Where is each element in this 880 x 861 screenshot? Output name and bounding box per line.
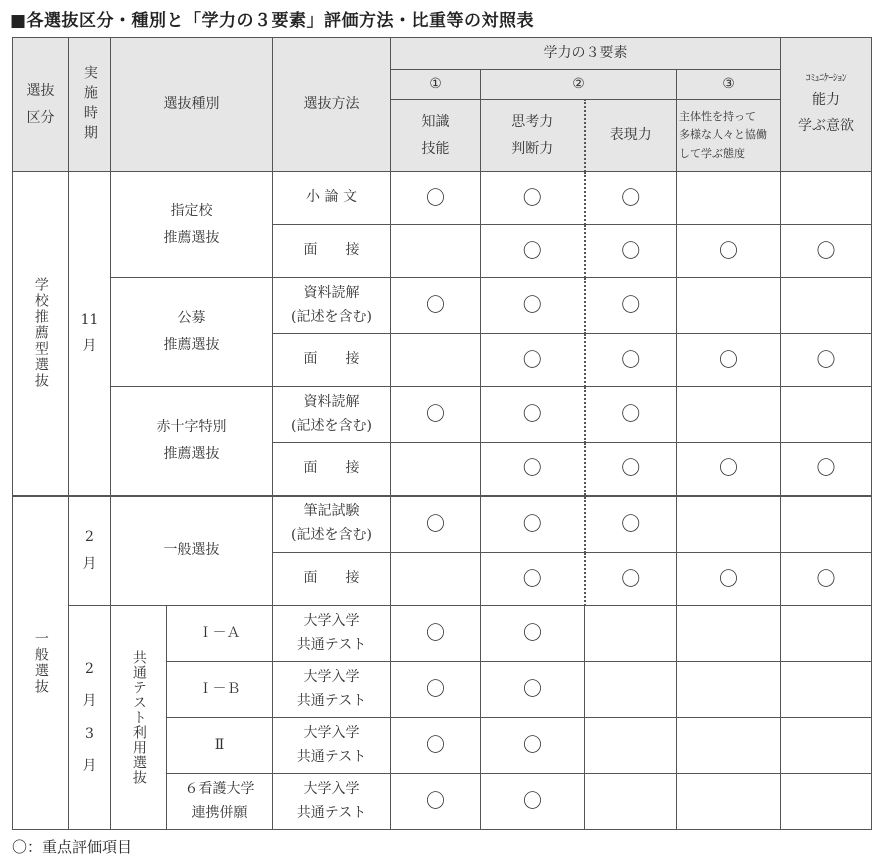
- header-element-1: ①: [391, 70, 481, 100]
- type-redcross: 赤十字特別 推薦選抜: [111, 387, 273, 496]
- empty-cell: [677, 496, 781, 553]
- empty-cell: [781, 718, 872, 774]
- empty-cell: [677, 662, 781, 718]
- header-element-2: ②: [481, 70, 677, 100]
- empty-cell: [781, 278, 872, 334]
- footer-legend: 〇：重点評価項目: [12, 838, 133, 856]
- type-ib: Ｉ－Ｂ: [167, 662, 273, 718]
- mark: 〇: [481, 718, 585, 774]
- type-public: 公募 推薦選抜: [111, 278, 273, 387]
- mark: 〇: [481, 387, 585, 443]
- timing-school: 11 月: [69, 172, 111, 496]
- method-docs: 資料読解 (記述を含む): [273, 387, 391, 443]
- header-element-3: ③: [677, 70, 781, 100]
- type-ii: Ⅱ: [167, 718, 273, 774]
- empty-cell: [585, 718, 677, 774]
- mark: 〇: [585, 496, 677, 553]
- empty-cell: [781, 172, 872, 225]
- mark: 〇: [391, 662, 481, 718]
- method-essay: 小 論 文: [273, 172, 391, 225]
- mark: 〇: [677, 334, 781, 387]
- mark: 〇: [391, 278, 481, 334]
- section-school-recommendation: 学校推薦型選抜: [13, 172, 69, 496]
- method-interview: 面 接: [273, 443, 391, 496]
- mark: 〇: [781, 225, 872, 278]
- empty-cell: [781, 662, 872, 718]
- header-knowledge: 知識 技能: [391, 100, 481, 172]
- mark: 〇: [481, 334, 585, 387]
- header-category: 選抜 区分: [13, 38, 69, 172]
- mark: 〇: [585, 172, 677, 225]
- mark: 〇: [481, 443, 585, 496]
- comparison-table-wrapper: [12, 37, 872, 830]
- mark: 〇: [391, 387, 481, 443]
- mark: 〇: [677, 553, 781, 606]
- empty-cell: [677, 718, 781, 774]
- empty-cell: [781, 496, 872, 553]
- empty-cell: [677, 172, 781, 225]
- mark: 〇: [585, 553, 677, 606]
- empty-cell: [677, 774, 781, 830]
- header-timing: 実施時期: [69, 38, 111, 172]
- method-common: 大学入学 共通テスト: [273, 662, 391, 718]
- method-interview: 面 接: [273, 553, 391, 606]
- page-title: ■各選抜区分・種別と「学力の３要素」評価方法・比重等の対照表: [10, 11, 535, 31]
- header-expression: 表現力: [585, 100, 677, 172]
- empty-cell: [391, 443, 481, 496]
- mark: 〇: [585, 278, 677, 334]
- empty-cell: [391, 334, 481, 387]
- empty-cell: [677, 278, 781, 334]
- type-nursing: ６看護大学 連携併願: [167, 774, 273, 830]
- type-general: 一般選抜: [111, 496, 273, 606]
- mark: 〇: [481, 662, 585, 718]
- empty-cell: [391, 225, 481, 278]
- timing-general-feb: 2 月: [69, 496, 111, 606]
- type-ia: Ｉ－Ａ: [167, 606, 273, 662]
- empty-cell: [677, 387, 781, 443]
- mark: 〇: [585, 334, 677, 387]
- type-designated: 指定校 推薦選抜: [111, 172, 273, 278]
- mark: 〇: [481, 606, 585, 662]
- method-common: 大学入学 共通テスト: [273, 774, 391, 830]
- empty-cell: [781, 606, 872, 662]
- mark: 〇: [677, 443, 781, 496]
- mark: 〇: [677, 225, 781, 278]
- header-method: 選抜方法: [273, 38, 391, 172]
- method-common: 大学入学 共通テスト: [273, 718, 391, 774]
- type-common-test: 共通テスト利用選抜: [111, 606, 167, 830]
- mark: 〇: [391, 774, 481, 830]
- mark: 〇: [391, 496, 481, 553]
- mark: 〇: [481, 278, 585, 334]
- empty-cell: [391, 553, 481, 606]
- mark: 〇: [585, 387, 677, 443]
- mark: 〇: [391, 718, 481, 774]
- empty-cell: [585, 774, 677, 830]
- method-interview: 面 接: [273, 225, 391, 278]
- empty-cell: [677, 606, 781, 662]
- timing-general-feb-mar: 2 月 3 月: [69, 606, 111, 830]
- header-three-elements: 学力の３要素: [391, 38, 781, 70]
- mark: 〇: [781, 553, 872, 606]
- mark: 〇: [391, 606, 481, 662]
- header-type: 選抜種別: [111, 38, 273, 172]
- mark: 〇: [481, 553, 585, 606]
- header-thinking: 思考力 判断力: [481, 100, 585, 172]
- mark: 〇: [481, 496, 585, 553]
- header-communication: ｺﾐｭﾆｹｰｼｮﾝ 能力 学ぶ意欲: [781, 38, 872, 172]
- empty-cell: [781, 774, 872, 830]
- method-written: 筆記試験 (記述を含む): [273, 496, 391, 553]
- mark: 〇: [391, 172, 481, 225]
- mark: 〇: [585, 443, 677, 496]
- mark: 〇: [481, 774, 585, 830]
- mark: 〇: [481, 172, 585, 225]
- method-docs: 資料読解 (記述を含む): [273, 278, 391, 334]
- header-initiative: 主体性を持って 多様な人々と協働 して学ぶ態度: [677, 100, 781, 172]
- method-interview: 面 接: [273, 334, 391, 387]
- row-general-written: [13, 496, 872, 553]
- empty-cell: [585, 606, 677, 662]
- mark: 〇: [481, 225, 585, 278]
- empty-cell: [585, 662, 677, 718]
- comparison-table: [12, 37, 872, 830]
- empty-cell: [781, 387, 872, 443]
- mark: 〇: [585, 225, 677, 278]
- section-general: 一般選抜: [13, 496, 69, 830]
- method-common: 大学入学 共通テスト: [273, 606, 391, 662]
- mark: 〇: [781, 443, 872, 496]
- mark: 〇: [781, 334, 872, 387]
